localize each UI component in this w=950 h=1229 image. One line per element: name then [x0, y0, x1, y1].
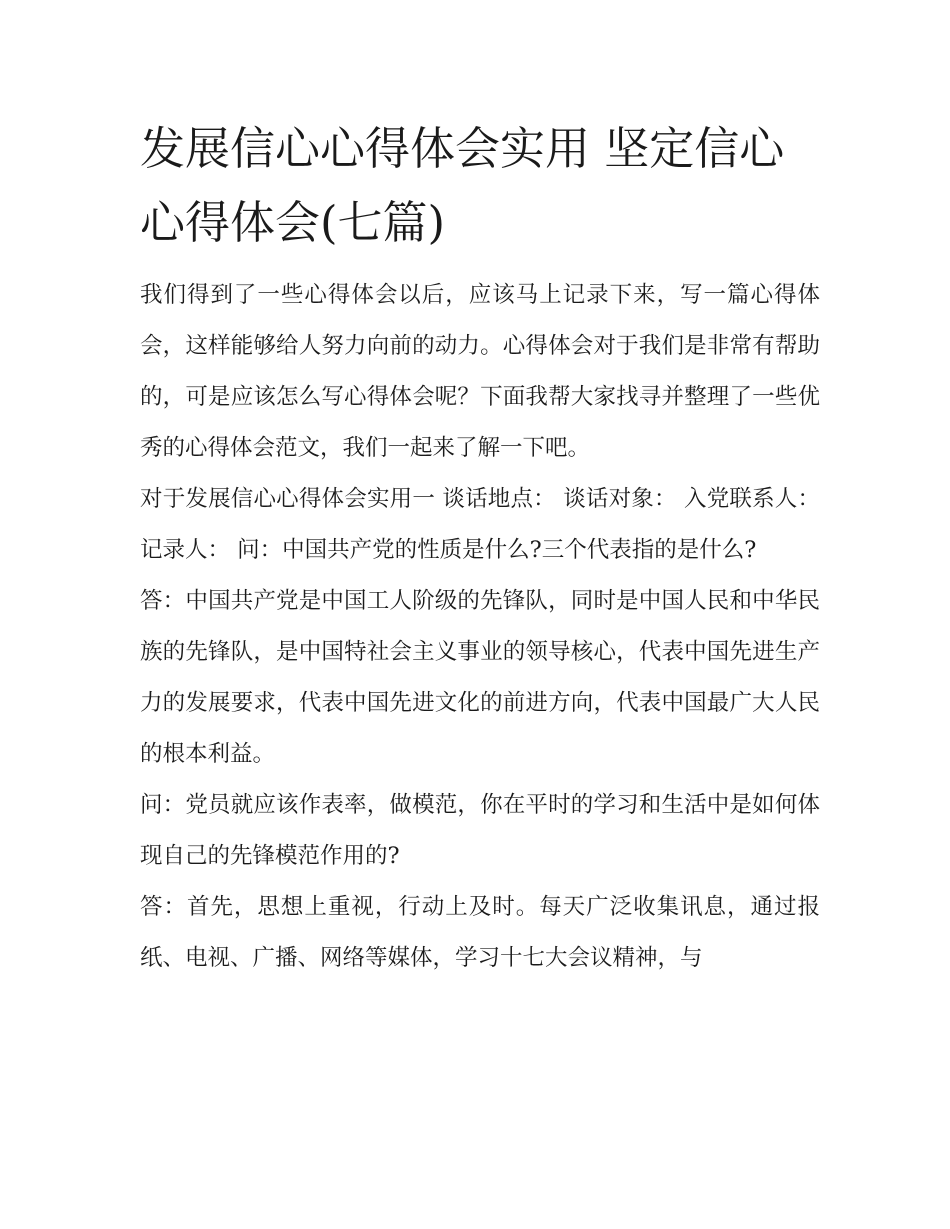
interview-question-paragraph: 对于发展信心心得体会实用一 谈话地点： 谈话对象： 入党联系人： 记录人： 问：中国共产党的性质是什么?三个代表指的是什么? [140, 486, 820, 563]
document-title: 发展信心心得体会实用 坚定信心心得体会(七篇) [140, 122, 785, 249]
answer-paragraph-2: 答：首先，思想上重视，行动上及时。每天广泛收集讯息，通过报纸、电视、广播、网络等媒体，学习十七大会议精神，与 [140, 894, 820, 971]
answer-paragraph-1: 答：中国共产党是中国工人阶级的先锋队，同时是中国人民和中华民族的先锋队，是中国特社会主义事业的领导核心，代表中国先进生产力的发展要求，代表中国先进文化的前进方向，代表中国最广大人民的根本利益。 [140, 588, 820, 767]
intro-paragraph: 我们得到了一些心得体会以后，应该马上记录下来，写一篇心得体会，这样能够给人努力向前的动力。心得体会对于我们是非常有帮助的，可是应该怎么写心得体会呢？下面我帮大家找寻并整理了一些优秀的心得体会范文，我们一起来了解一下吧。 [140, 282, 820, 461]
document-content [140, 112, 820, 984]
question-paragraph-2: 问：党员就应该作表率，做模范，你在平时的学习和生活中是如何体现自己的先锋模范作用的? [140, 792, 820, 869]
